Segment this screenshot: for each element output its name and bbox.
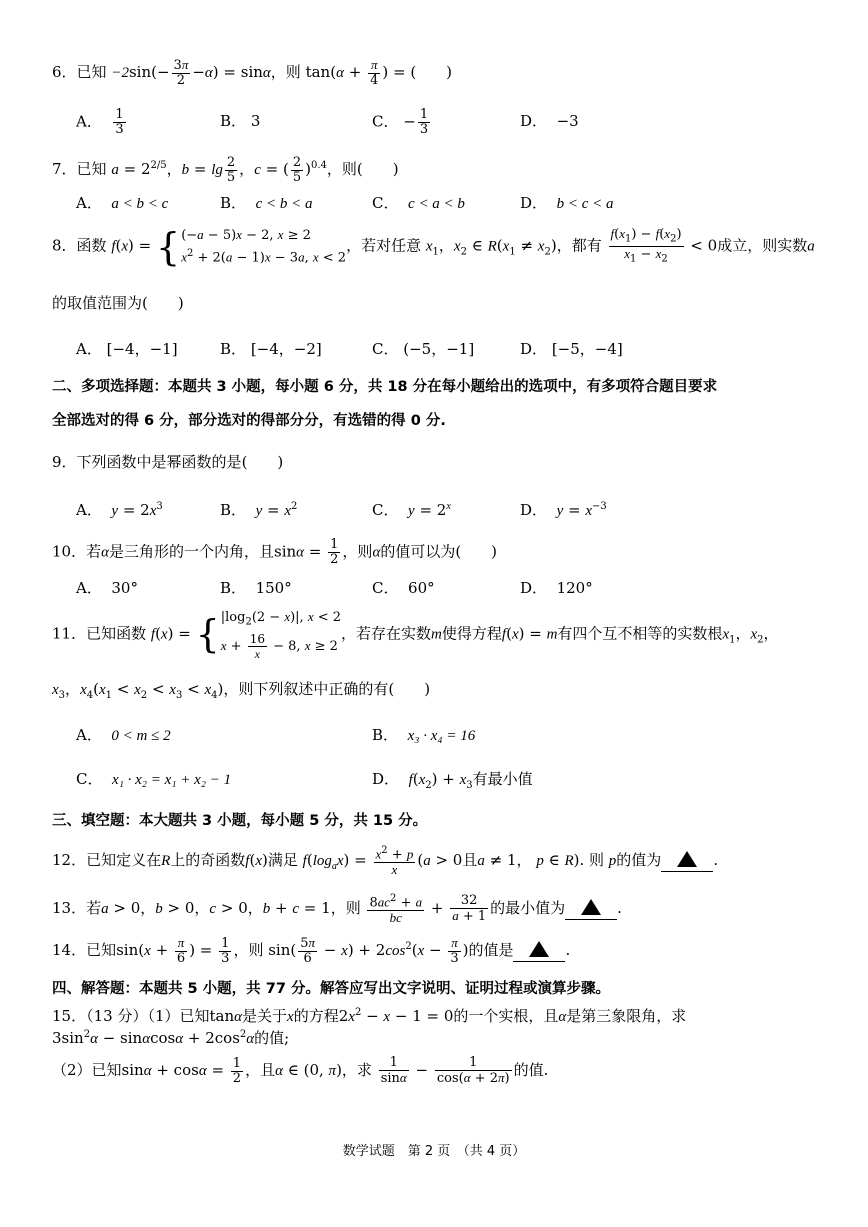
question-14: 14．已知sin(x + $\frac{\pi}{6}$ ) = $\frac{1}{3}$ ，则 sin( $\frac{5\pi}{6}$ − $x) + 2\cos^2(x$ − $\frac{\pi}{3}$ )的值是 . xyxy=(52,935,571,966)
question-12: 12．已知定义在R上的奇函数f(x)满足 $f(\log_ax)$ = $\frac{x^2 + p}{x}$ (a > 0且a ≠ 1， p ∈ R). 则 p的值为 . xyxy=(52,845,719,878)
question-11-line2: $x_3$，$x_4(x_1 < x_2 < x_3 < x_4)$，则下列叙述中正确的有( ) xyxy=(52,680,431,701)
question-8-line2: 的取值范围为( ) xyxy=(52,294,184,312)
q9-option-c[interactable]: C． $y = 2^x$ xyxy=(372,501,451,519)
page-footer: 数学试题 第 2 页 （共 4 页） xyxy=(342,1144,526,1159)
question-15-part2: （2）已知sinα + cosα = $\frac{1}{2}$ ，且α ∈ (0, π)，求 $\frac{1}{\sin\alpha}$ − $\frac{1}{\cos(\alpha + 2\pi)}$ 的值. xyxy=(52,1055,549,1086)
section-3-heading: 三、填空题：本大题共 3 小题，每小题 5 分，共 15 分。 xyxy=(52,813,428,829)
q7-option-a[interactable]: A． a < b < c xyxy=(76,194,169,212)
q10-option-a[interactable]: A． 30° xyxy=(76,579,138,597)
q11-option-b[interactable]: B． x₃ · x₄ = 16 xyxy=(372,726,476,744)
section-2-heading: 二、多项选择题：本题共 3 小题，每小题 6 分，共 18 分在每小题给出的选项中，有多项符合题目要求 xyxy=(52,379,718,395)
section-2-note: 全部选对的得 6 分，部分选对的得部分分，有选错的得 0 分. xyxy=(52,413,446,429)
q11-option-a[interactable]: A． 0 < m ≤ 2 xyxy=(76,726,171,744)
q6-option-c[interactable]: C． − $\frac{1}{3}$ xyxy=(372,107,429,137)
answer-blank-13[interactable] xyxy=(565,897,617,920)
q9-option-d[interactable]: D． $y = x^{-3}$ xyxy=(520,501,607,519)
section-4-heading: 四、解答题：本题共 5 小题，共 77 分。解答应写出文字说明、证明过程或演算步骤。 xyxy=(52,981,610,997)
q7-option-b[interactable]: B． c < b < a xyxy=(220,194,313,212)
q8-option-d[interactable]: D． [−5，−4] xyxy=(520,340,623,358)
triangle-icon xyxy=(677,851,697,867)
q10-option-d[interactable]: D． 120° xyxy=(520,579,593,597)
q8-option-c[interactable]: C． (−5，−1] xyxy=(372,340,475,358)
question-10: 10．若α是三角形的一个内角，且sinα = $\frac{1}{2}$ ，则α的值可以为( ) xyxy=(52,537,498,567)
question-6: 6．已知 −2sin(− $\frac{3\pi}{2}$ −α) = sinα，则 tan(α + $\frac{\pi}{4}$ ) = ( ) xyxy=(52,57,453,88)
q7-option-c[interactable]: C． c < a < b xyxy=(372,194,465,212)
answer-blank-12[interactable] xyxy=(661,849,713,872)
q8-option-a[interactable]: A． [−4，−1] xyxy=(76,340,178,358)
question-15-part1: 15．（13 分）（1）已知tanα是关于x的方程$2x^2 - x - 1 = 0$的一个实根，且α是第三象限角，求 xyxy=(52,1007,687,1025)
q11-option-c[interactable]: C． x₁ · x₂ = x₁ + x₂ − 1 xyxy=(76,770,232,788)
q11-option-d[interactable]: D． $f(x_2) + x_3$有最小值 xyxy=(372,770,533,791)
triangle-icon xyxy=(529,941,549,957)
q7-option-d[interactable]: D． b < c < a xyxy=(520,194,614,212)
q6-option-b[interactable]: B． 3 xyxy=(220,112,261,130)
q6-option-a[interactable]: A． $\frac{1}{3}$ xyxy=(76,107,124,137)
question-7: 7．已知 $a = 2^{2/5}$，b = lg $\frac{2}{5}$ ，c = ( $\frac{2}{5}$ )$^{0.4}$，则( ) xyxy=(52,154,399,185)
q9-option-a[interactable]: A． $y = 2x^3$ xyxy=(76,501,163,519)
question-13: 13．若a > 0，b > 0，c > 0，b + c = 1，则 $\frac{8ac^2 + a}{bc}$ + $\frac{32}{a + 1}$ 的最小值为 . xyxy=(52,893,622,926)
question-11: 11．已知函数 $f(x) = \{|\log_2(2 - x)|$, x < 2 x + $\frac{16}{x}$ − 8, x ≥ 2，若存在实数m使得方程f(x) = m有四个互不相等的实数根$x_1$，$x_2$， xyxy=(52,609,779,661)
question-8: 8．函数 f(x) = {(−a − 5)x − 2, x ≥ 2 $x^2 + 2(a - 1)x - 3a$, x < 2，若对任意 $x_1$，$x_2$ ∈ $R(x_1 \ne x_2)$，都有 $\frac{f(x_1) - f(x_2)}{x_1 - x_2}$ < 0成立，则实数a xyxy=(52,224,815,269)
answer-blank-14[interactable] xyxy=(513,939,565,962)
q9-option-b[interactable]: B． $y = x^2$ xyxy=(220,501,298,519)
q10-option-b[interactable]: B． 150° xyxy=(220,579,292,597)
triangle-icon xyxy=(581,899,601,915)
q8-option-b[interactable]: B． [−4，−2] xyxy=(220,340,322,358)
q10-option-c[interactable]: C． 60° xyxy=(372,579,435,597)
question-9: 9．下列函数中是幂函数的是( ) xyxy=(52,453,284,471)
q6-option-d[interactable]: D． −3 xyxy=(520,112,579,130)
question-15-part1-line2: $3\sin^2\alpha - \sin\alpha\cos\alpha + 2\cos^2\alpha$的值; xyxy=(52,1029,290,1047)
